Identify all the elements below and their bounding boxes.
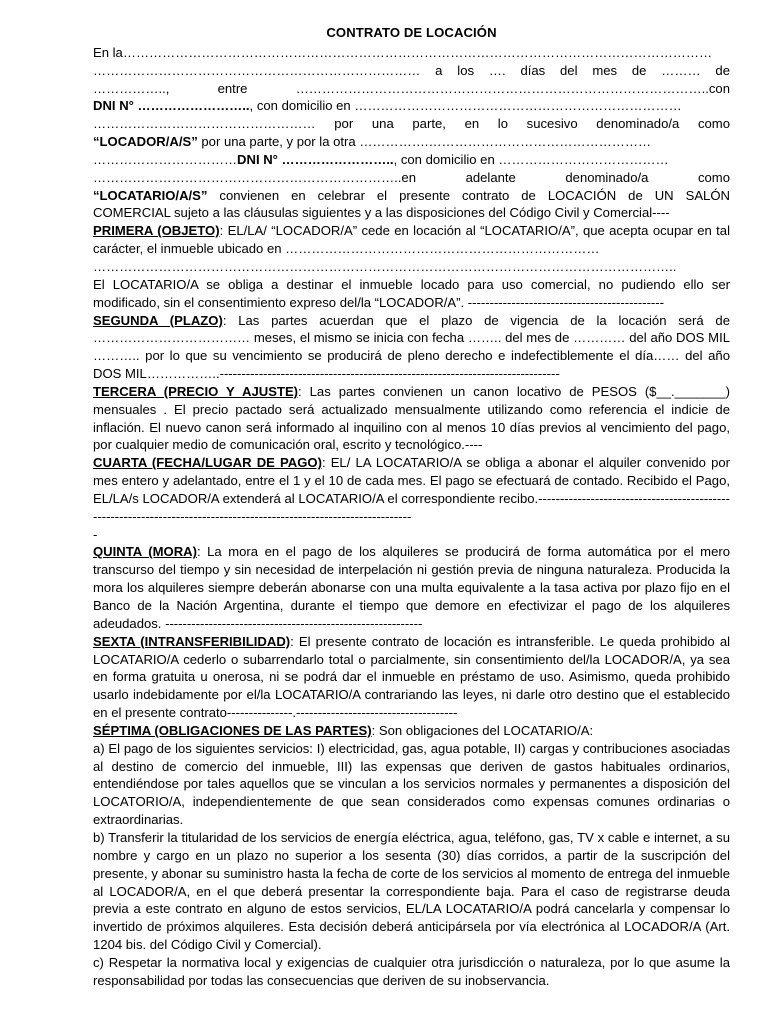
clause-text: a) El pago de los siguientes servicios: I) electricidad, gas, agua potable, II) cargas y contribuciones asociadas al destino de comercio del inmueble, III) las expensas que deriven de gastos habituales ordinarios, entendiéndose por tales aquellos que se vinculan a los servicios normales y permanentes a disposición del LOCATORIO/A, independientemente de que sean considerados como expensas comunes ordinarias o extraordinarias. — [93, 740, 730, 828]
intro-line-10 — [93, 204, 730, 222]
clause-heading: SEGUNDA (PLAZO) — [93, 312, 223, 328]
clause-text: El LOCATARIO/A se obliga a destinar el inmueble locado para uso comercial, no pudiendo ello ser modificado, sin el consentimiento expreso del/la “LOCADOR/A”. --------------------------------------------- — [93, 276, 730, 310]
intro-line-2 — [93, 62, 730, 80]
intro-line-8 — [93, 169, 730, 187]
intro-line-4 — [93, 97, 730, 115]
intro-text: …………………………… — [93, 151, 238, 167]
clause-text: - — [93, 526, 98, 542]
clause-primera — [93, 222, 730, 258]
clause-heading: SEXTA (INTRANSFERIBILIDAD) — [93, 633, 291, 649]
locatario-label: “LOCATARIO/A/S” — [93, 187, 208, 203]
clause-text: …………………………………………………………………………………………………………………….. — [93, 258, 677, 274]
contract-title: CONTRATO DE LOCACIÓN — [326, 25, 497, 40]
clause-text: : Las partes acuerdan que el plazo de vigencia de la locación será de ……………………………… meses, el mismo se inicia con fecha …….. del mes de ………… del año DOS MIL ……….. por lo que su vencimiento se producirá de pleno derecho e indefectiblemente el día…… del año DOS MIL……………..------------------------------------------------------------------------------ — [93, 312, 731, 382]
intro-text: , con domicilio en ………………………………… — [393, 151, 669, 167]
clause-septima-a — [93, 740, 730, 829]
intro-line-5 — [93, 115, 730, 133]
clause-text: : EL/ LA LOCATARIO/A se obliga a abonar el alquiler convenido por mes entero y adelantado, entre el 1 y el 10 de cada mes. El pago se efectuará de contado. Recibido el Pago, EL/LA/s LOCADOR/A extenderá al LOCATARIO/A el correspondiente recibo.--------------------------------------------------------------------------------------------------------------------- — [93, 455, 730, 524]
intro-line-7 — [93, 151, 730, 169]
intro-text: COMERCIAL sujeto a las cláusulas siguientes y a las disposiciones del Código Civil y Comercial---- — [93, 205, 670, 221]
clause-primera-use — [93, 276, 730, 312]
intro-text: convienen en celebrar el presente contrato de LOCACIÓN de UN SALÓN — [207, 187, 730, 203]
clause-cuarta — [93, 454, 730, 525]
clause-text: c) Respetar la normativa local y exigencias de cualquier otra jurisdicción o naturaleza, por lo que asume la responsabilidad por todas las consecuencias que deriven de su inobservancia. — [93, 954, 730, 988]
dni-label: DNI N° …………………….. — [237, 151, 394, 167]
clause-heading: CUARTA (FECHA/LUGAR DE PAGO) — [93, 455, 322, 471]
clause-text: : Las partes convienen un canon locativo de PESOS ($__._______) mensuales . El precio pactado será actualizado mensualmente utilizando como referencia el indicie de inflación. El nuevo canon será informado al inquilino con al menos 10 días previos al vencimiento del pago, por cualquier medio de comunicación oral, escrito y tecnológico.---- — [93, 383, 731, 453]
intro-line-3 — [93, 80, 730, 98]
intro-text: En la……………………………………………………………………………………………………………………… — [93, 44, 713, 60]
intro-text: ………………………………………………………………… a los …. días del mes de ……… de — [93, 62, 730, 78]
clause-primera-dots — [93, 258, 730, 276]
dni-label: DNI N° …………………….. — [93, 98, 250, 114]
intro-section — [93, 44, 730, 222]
intro-text: , con domicilio en ………………………………………………………………… — [249, 98, 682, 114]
locador-label: “LOCADOR/A/S” — [93, 134, 198, 150]
clause-heading: QUINTA (MORA) — [93, 544, 197, 560]
intro-text: ……………………………………………………………..en adelante denominado/a como — [93, 169, 730, 185]
clause-septima-c — [93, 954, 730, 990]
intro-text: …………….., entre …………………………………………………………………………………..con — [93, 80, 730, 96]
clause-text: : El presente contrato de locación es intransferible. Le queda prohibido al LOCATARIO/A cederlo o subarrendarlo total o parcialmente, sin consentimiento del/la LOCADOR/A, ya sea en forma gratuita u onerosa, ni se podrá dar el inmueble en préstamo de uso. Asimismo, queda prohibido usarlo indebidamente por el/la LOCATARIO/A contrariando las leyes, ni darle otro destino que el establecido en el presente contrato---------------.------------------------------------- — [93, 633, 731, 721]
clause-tercera — [93, 383, 730, 454]
clause-quinta — [93, 543, 730, 632]
clause-heading: TERCERA (PRECIO Y AJUSTE) — [93, 383, 299, 399]
clause-segunda — [93, 312, 730, 383]
intro-line-9 — [93, 187, 730, 205]
clause-text: b) Transferir la titularidad de los servicios de energía eléctrica, agua, teléfono, gas, TV x cable e internet, a su nombre y cargo en un plazo no superior a los sesenta (30) días corridos, a partir de la suscripción del presente, y abonar su suministro hasta la fecha de corte de los servicios al momento de entrega del inmueble al LOCADOR/A, en el que deberá presentar la correspondiente baja. Para el caso de registrarse deuda previa a este contrato en alguno de estos servicios, EL/LA LOCATARIO/A podrá cancelarla y compensar lo invertido de próximos alquileres. Esta decisión deberá anticipársela por vía electrónica al LOCADOR/A (Art. 1204 bis. del Código Civil y Comercial). — [93, 829, 730, 953]
clause-heading: PRIMERA (OBJETO) — [93, 223, 220, 239]
clause-text: : EL/LA/ “LOCADOR/A” cede en locación al “LOCATARIO/A”, que acepta ocupar en tal carácter, el inmueble ubicado en ……………………………………………………………… — [93, 223, 730, 257]
clause-text: : Son obligaciones del LOCATARIO/A: — [371, 722, 594, 738]
intro-text: por una parte, y por la otra …………….…………………………………………… — [197, 134, 652, 150]
intro-text: …………………………………………… por una parte, en lo sucesivo denominado/a como — [93, 116, 730, 132]
clause-septima-b — [93, 829, 730, 954]
clause-septima — [93, 722, 730, 740]
intro-line-1 — [93, 44, 730, 62]
clause-cuarta-tail — [93, 526, 730, 544]
clause-heading: SÉPTIMA (OBLIGACIONES DE LAS PARTES) — [93, 722, 372, 738]
intro-line-6 — [93, 133, 730, 151]
clause-text: : La mora en el pago de los alquileres se producirá de forma automática por el mero transcurso del tiempo y sin necesidad de interpelación ni gestión previa de ninguna naturaleza. Producida la mora los alquileres siempre deberán abonarse con una multa equivalente a la tasa activa por plazo fijo en el Banco de la Nación Argentina, durante el tiempo que demore en efectivizar el pago de los alquileres adeudados. ----------------------------------------------------------- — [93, 544, 731, 631]
clause-sexta — [93, 633, 730, 722]
